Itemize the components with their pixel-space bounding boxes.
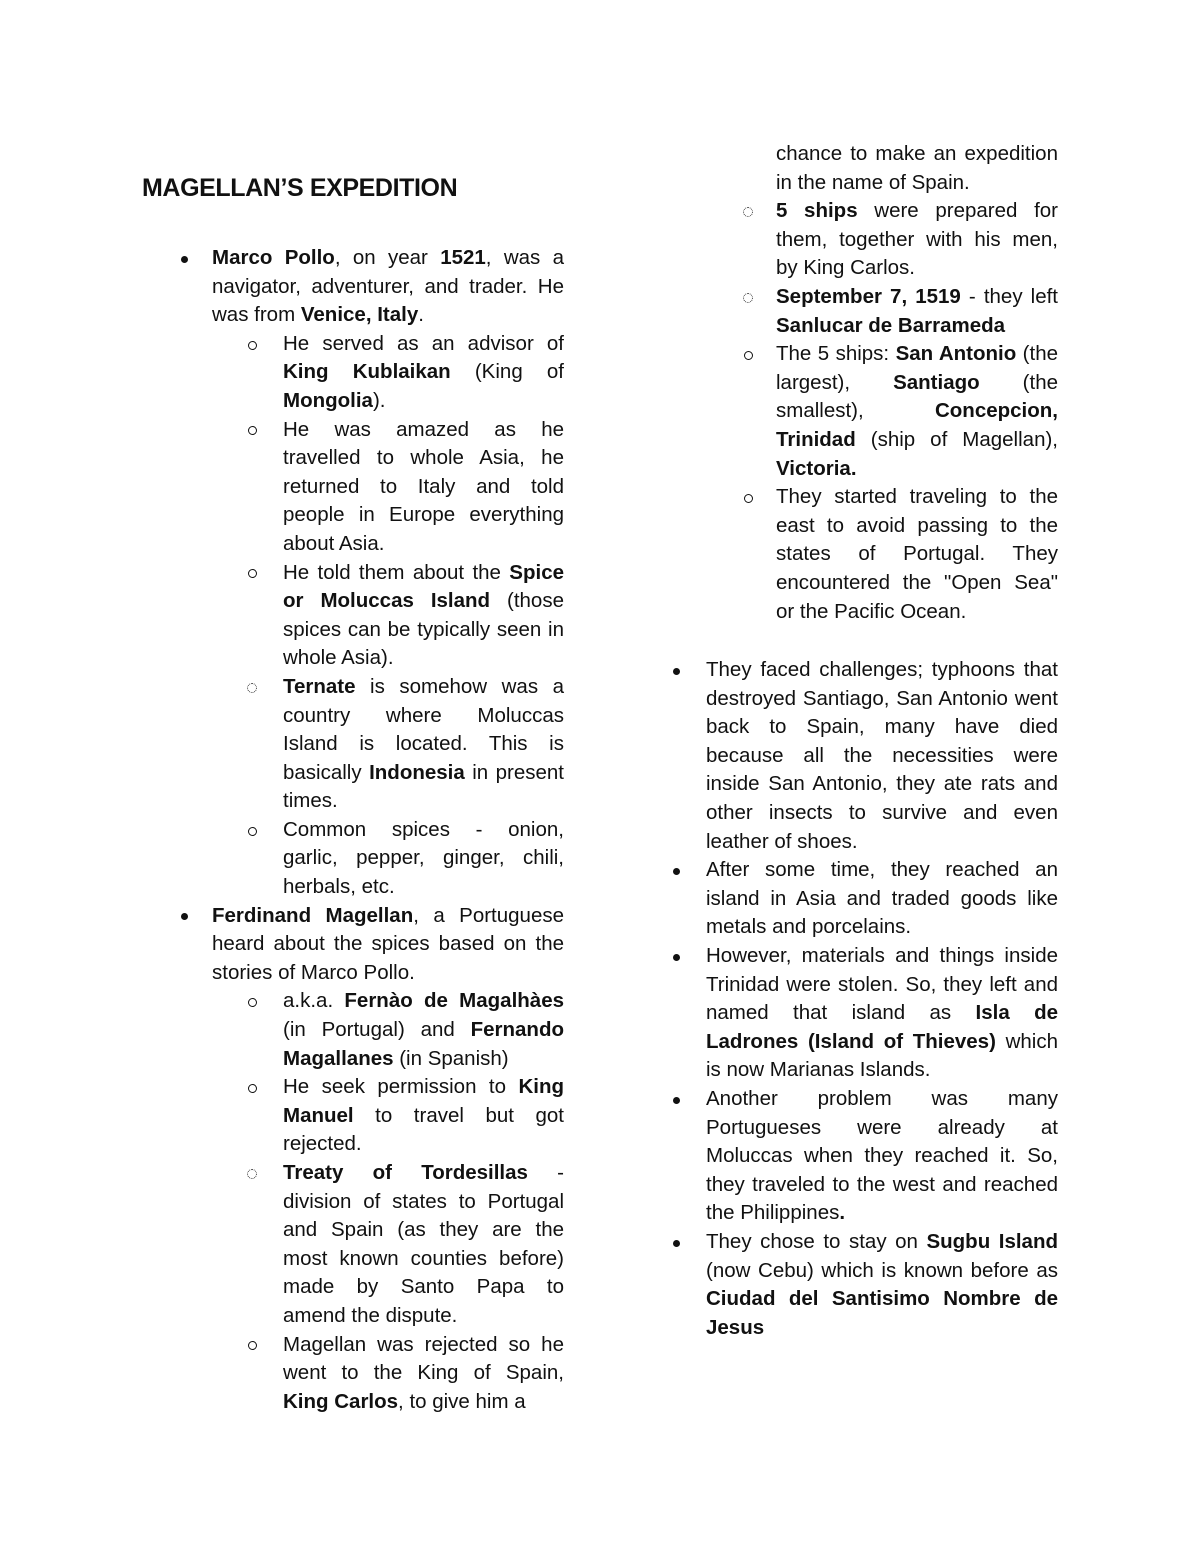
body-text: After some time, they reached an island in Asia and traded goods like metals and porcelains. bbox=[706, 858, 1058, 939]
sub-bullet-item bbox=[668, 197, 1058, 283]
sub-bullet-item bbox=[142, 1331, 564, 1417]
sub-bullet-item bbox=[142, 987, 564, 1073]
list-spacer bbox=[668, 626, 1058, 656]
sub-bullet-item bbox=[668, 483, 1058, 626]
body-text: (the smallest), bbox=[776, 370, 1058, 423]
body-text: - division of states to Portugal and Spain (as they are the most known counties before) made by Santo Papa to amend the dispute. bbox=[283, 1161, 564, 1327]
body-text: He was amazed as he travelled to whole Asia, he returned to Italy and told people in Europe everything about Asia. bbox=[283, 417, 564, 555]
bullet-icon bbox=[668, 1085, 684, 1114]
bullet-icon bbox=[668, 1228, 684, 1257]
bold-text: Sanlucar de Barrameda bbox=[776, 313, 1006, 337]
bold-text: Marco Pollo bbox=[212, 246, 335, 269]
body-text: (now Cebu) which is known before as bbox=[706, 1258, 1058, 1282]
dotted-bullet-icon bbox=[244, 673, 260, 702]
sub-bullet-item bbox=[142, 816, 564, 902]
bold-text: . bbox=[839, 1201, 846, 1225]
bold-text: King Manuel bbox=[283, 1075, 564, 1127]
body-text: which is now Marianas Islands. bbox=[706, 1029, 1058, 1082]
bold-text: Fernào de Magalhàes bbox=[344, 989, 565, 1013]
body-text: in present times. bbox=[283, 760, 564, 813]
circle-bullet-icon bbox=[244, 330, 260, 359]
bold-text: Victoria. bbox=[776, 456, 857, 480]
body-text: However, materials and things inside Trinidad were stolen. So, they left and named that island as bbox=[706, 944, 1058, 1025]
body-text: - they left bbox=[960, 284, 1058, 308]
dotted-bullet-icon bbox=[244, 1159, 260, 1188]
dotted-bullet-icon bbox=[740, 197, 756, 226]
body-text: , to give him a bbox=[398, 1389, 526, 1413]
bold-text: September 7, 1519 bbox=[776, 284, 961, 308]
bold-text: Treaty of Tordesillas bbox=[283, 1161, 528, 1184]
body-text: Common spices - onion, garlic, pepper, ginger, chili, herbals, etc. bbox=[283, 817, 564, 899]
right-list bbox=[668, 140, 1058, 1342]
sub-bullet-item bbox=[668, 140, 1058, 197]
bullet-item bbox=[668, 856, 1058, 942]
circle-bullet-icon bbox=[244, 416, 260, 445]
page-title: MAGELLAN’S EXPEDITION bbox=[142, 174, 458, 202]
body-text: He seek permission to bbox=[283, 1075, 519, 1099]
bold-text: King Carlos bbox=[283, 1389, 399, 1413]
body-text: (in Portugal) and bbox=[283, 1018, 471, 1042]
bullet-icon bbox=[668, 656, 684, 685]
circle-bullet-icon bbox=[740, 340, 756, 369]
body-text: (in Spanish) bbox=[393, 1046, 509, 1070]
sub-bullet-item bbox=[668, 283, 1058, 340]
bullet-item bbox=[668, 942, 1058, 1085]
body-text: Magellan was rejected so he went to the King of Spain, bbox=[283, 1332, 564, 1385]
circle-bullet-icon bbox=[244, 987, 260, 1016]
bullet-item bbox=[668, 1085, 1058, 1228]
bold-text: Santiago bbox=[893, 370, 980, 394]
bold-text: Ferdinand Magellan bbox=[212, 903, 414, 927]
bold-text: Spice or Moluccas Island bbox=[283, 560, 564, 613]
body-text: , a Portuguese heard about the spices based on the stories of Marco Pollo. bbox=[212, 903, 564, 984]
body-text: were prepared for them, together with his men, by King Carlos. bbox=[776, 199, 1058, 280]
sub-bullet-item bbox=[142, 559, 564, 673]
bullet-icon bbox=[176, 902, 192, 931]
body-text: They started traveling to the east to avoid passing to the states of Portugal. They encountered the "Open Sea" or the Pacific Ocean. bbox=[776, 485, 1058, 623]
sub-bullet-item bbox=[142, 330, 564, 416]
body-text: to travel but got rejected. bbox=[283, 1103, 564, 1156]
bullet-item bbox=[668, 656, 1058, 856]
body-text: (ship of Magellan), bbox=[855, 427, 1058, 451]
bold-text: 5 ships bbox=[776, 199, 858, 223]
dotted-bullet-icon bbox=[740, 283, 756, 312]
bold-text: Ciudad del Santisimo Nombre de Jesus bbox=[706, 1287, 1058, 1339]
bold-text: San Antonio bbox=[895, 342, 1017, 366]
bullet-icon bbox=[668, 856, 684, 885]
sub-bullet-item bbox=[668, 340, 1058, 483]
body-text: Another problem was many Portugueses were already at Moluccas when they reached it. So, they traveled to the west and reached the Philippines bbox=[706, 1087, 1058, 1225]
body-text: (the largest), bbox=[776, 342, 1058, 394]
body-text: (those spices can be typically seen in whole Asia). bbox=[283, 589, 564, 670]
body-text: He told them about the bbox=[283, 560, 510, 584]
bold-text: Indonesia bbox=[369, 760, 465, 784]
bold-text: 1521 bbox=[440, 246, 486, 269]
circle-bullet-icon bbox=[244, 1073, 260, 1102]
circle-bullet-icon bbox=[244, 559, 260, 588]
circle-bullet-icon bbox=[740, 483, 756, 512]
body-text: The 5 ships: bbox=[776, 342, 896, 366]
bullet-item bbox=[668, 1228, 1058, 1342]
body-text: ). bbox=[372, 388, 386, 412]
body-text: He served as an advisor of bbox=[283, 331, 564, 355]
sub-bullet-item bbox=[142, 673, 564, 816]
sub-bullet-item bbox=[142, 1073, 564, 1159]
bold-text: Ternate bbox=[283, 674, 356, 698]
sub-bullet-item bbox=[142, 1159, 564, 1331]
left-list bbox=[142, 244, 564, 1416]
body-text: . bbox=[418, 303, 424, 327]
body-text: (King of bbox=[450, 360, 564, 384]
bold-text: Concepcion, Trinidad bbox=[776, 399, 1058, 451]
body-text: chance to make an expedition in the name of Spain. bbox=[776, 142, 1058, 194]
bold-text: Isla de Ladrones (Island of Thieves) bbox=[706, 1001, 1059, 1053]
body-text: a.k.a. bbox=[283, 989, 345, 1013]
body-text: They faced challenges; typhoons that destroyed Santiago, San Antonio went back to Spain, many have died because all the necessities were inside San Antonio, they ate rats and other insects to survive and even leather of shoes. bbox=[706, 658, 1058, 853]
left-column bbox=[142, 168, 564, 1416]
bold-text: Fernando Magallanes bbox=[283, 1018, 564, 1070]
body-text: is somehow was a country where Moluccas Island is located. This is basically bbox=[283, 674, 564, 784]
bold-text: Venice, Italy bbox=[300, 303, 419, 327]
bold-text: Sugbu Island bbox=[926, 1229, 1058, 1253]
body-text: They chose to stay on bbox=[706, 1229, 927, 1253]
sub-bullet-item bbox=[142, 416, 564, 559]
bold-text: Mongolia bbox=[283, 388, 373, 412]
bullet-item bbox=[142, 902, 564, 988]
bold-text: King Kublaikan bbox=[283, 360, 451, 384]
bullet-icon bbox=[668, 942, 684, 971]
bullet-icon bbox=[176, 244, 192, 273]
body-text: , was a navigator, adventurer, and trader. He was from bbox=[212, 246, 565, 327]
circle-bullet-icon bbox=[244, 816, 260, 845]
bullet-item bbox=[142, 244, 564, 330]
body-text: , on year bbox=[334, 246, 441, 269]
right-column bbox=[668, 140, 1058, 1342]
circle-bullet-icon bbox=[244, 1331, 260, 1360]
